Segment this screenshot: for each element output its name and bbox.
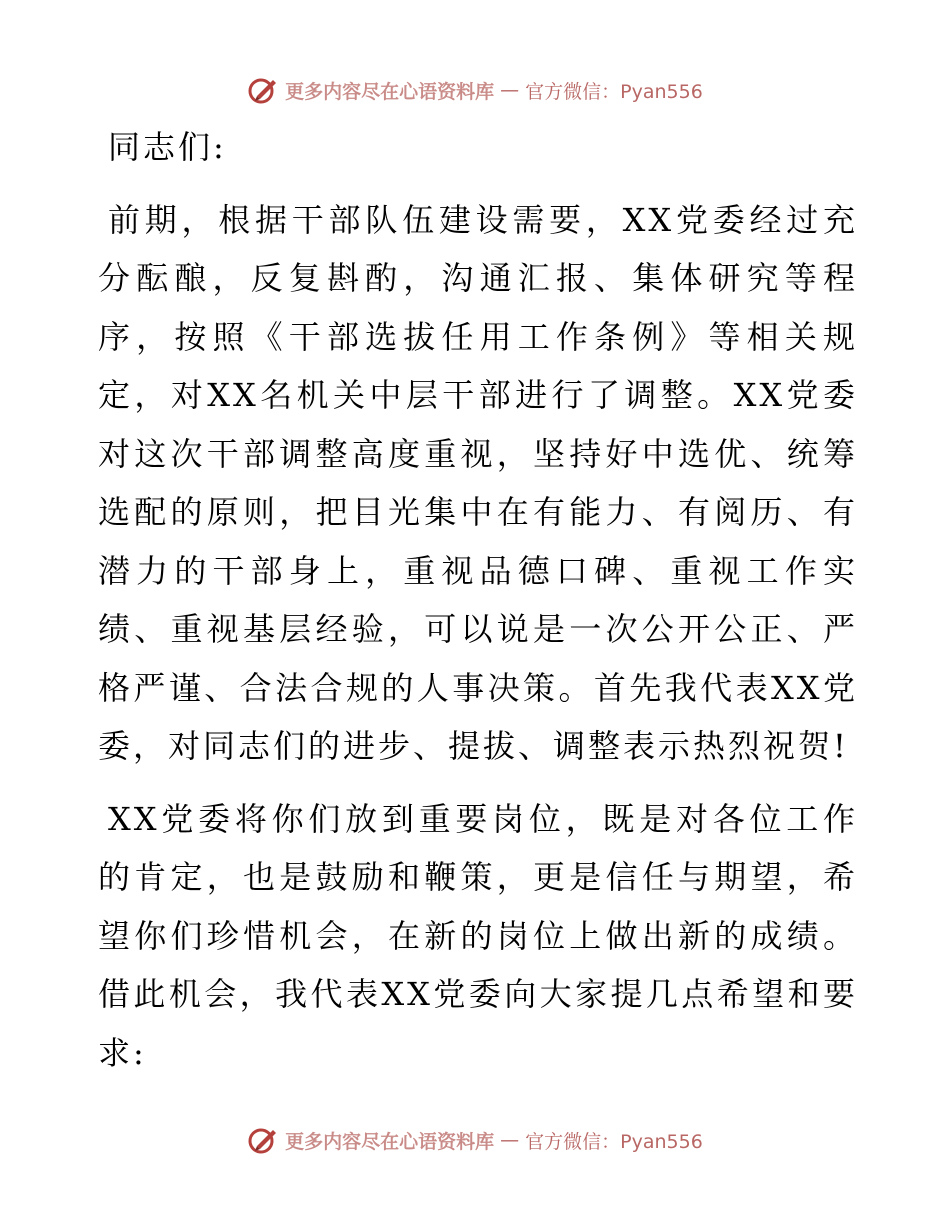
- footer-banner-text: 更多内容尽在心语资料库: [285, 1130, 495, 1153]
- header-banner: [0, 70, 950, 110]
- footer-wechat-id: 官方微信：Pyan556: [525, 1130, 703, 1153]
- quill-pen-circle-icon: [247, 1124, 279, 1156]
- header-banner-dash: —: [500, 79, 520, 101]
- document-body: [98, 118, 858, 1096]
- footer-banner-dash: —: [500, 1129, 520, 1151]
- header-banner-inner: [247, 74, 703, 106]
- footer-banner: [0, 1120, 950, 1160]
- quill-pen-circle-icon: [247, 74, 279, 106]
- header-banner-text: 更多内容尽在心语资料库: [285, 80, 495, 103]
- footer-banner-inner: [247, 1124, 703, 1156]
- greeting: 同志们:: [108, 128, 227, 166]
- header-wechat-id: 官方微信：Pyan556: [525, 80, 703, 103]
- paragraph-2: XX党委将你们放到重要岗位，既是对各位工作的肯定，也是鼓励和鞭策，更是信任与期望，希望你们珍惜机会，在新的岗位上做出新的成绩。借此机会，我代表XX党委向大家提几点希望和要求:: [98, 799, 858, 1072]
- paragraph-1: 前期，根据干部队伍建设需要，XX党委经过充分酝酿，反复斟酌，沟通汇报、集体研究等程序，按照《干部选拔任用工作条例》等相关规定，对XX名机关中层干部进行了调整。XX党委对这次干部调整高度重视，坚持好中选优、统筹选配的原则，把目光集中在有能力、有阅历、有潜力的干部身上，重视品德口碑、重视工作实绩、重视基层经验，可以说是一次公开公正、严格严谨、合法合规的人事决策。首先我代表XX党委，对同志们的进步、提拔、调整表示热烈祝贺!: [98, 200, 858, 765]
